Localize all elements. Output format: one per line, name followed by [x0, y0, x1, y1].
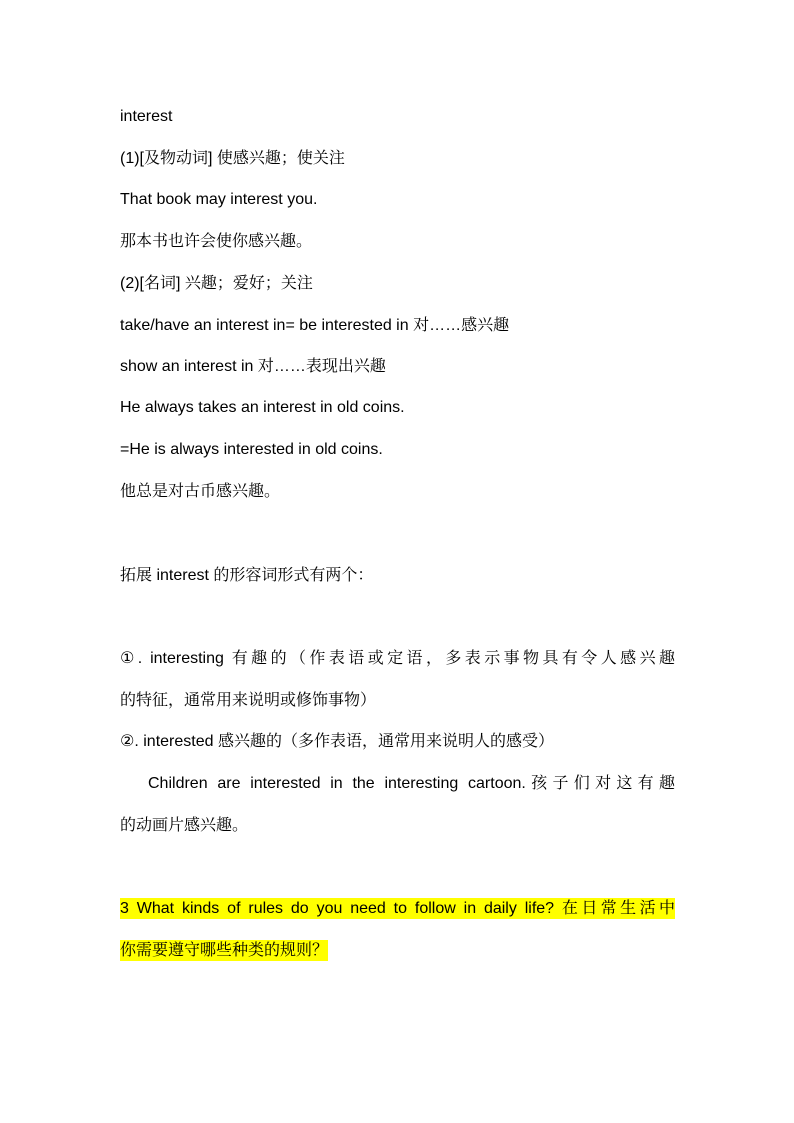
extension-note: 拓展 interest 的形容词形式有两个： — [120, 567, 374, 584]
example-children-cont: 的动画片感兴趣。 — [120, 817, 249, 834]
example-sentence-en: He always takes an interest in old coins. — [120, 399, 405, 416]
phrase-take-interest: take/have an interest in= be interested in 对……感兴趣 — [120, 317, 510, 334]
question-3 — [120, 899, 675, 919]
heading-word: interest — [120, 108, 173, 125]
example-children: Children are interested in the interesting cartoon.孩子们对这有趣 — [148, 775, 675, 792]
adjective-interested: ②. interested 感兴趣的（多作表语，通常用来说明人的感受） — [120, 733, 554, 750]
question-3-cont — [120, 941, 328, 961]
definition-verb: (1)[及物动词] 使感兴趣；使关注 — [120, 150, 345, 167]
highlighted-question-cont: 你需要遵守哪些种类的规则？ — [120, 942, 329, 959]
example-sentence-zh: 他总是对古币感兴趣。 — [120, 483, 281, 500]
example-sentence-zh: 那本书也许会使你感兴趣。 — [120, 233, 313, 250]
example-sentence-en-alt: =He is always interested in old coins. — [120, 441, 383, 458]
phrase-show-interest: show an interest in 对……表现出兴趣 — [120, 358, 386, 375]
adjective-interesting-cont: 的特征，通常用来说明或修饰事物） — [120, 692, 377, 709]
definition-noun: (2)[名词] 兴趣；爱好；关注 — [120, 275, 313, 292]
highlighted-question: 3 What kinds of rules do you need to follow in daily life? 在日常生活中 — [120, 900, 675, 917]
adjective-interesting: ①. interesting 有趣的（作表语或定语，多表示事物具有令人感兴趣 — [120, 650, 675, 667]
example-sentence-en: That book may interest you. — [120, 191, 318, 208]
